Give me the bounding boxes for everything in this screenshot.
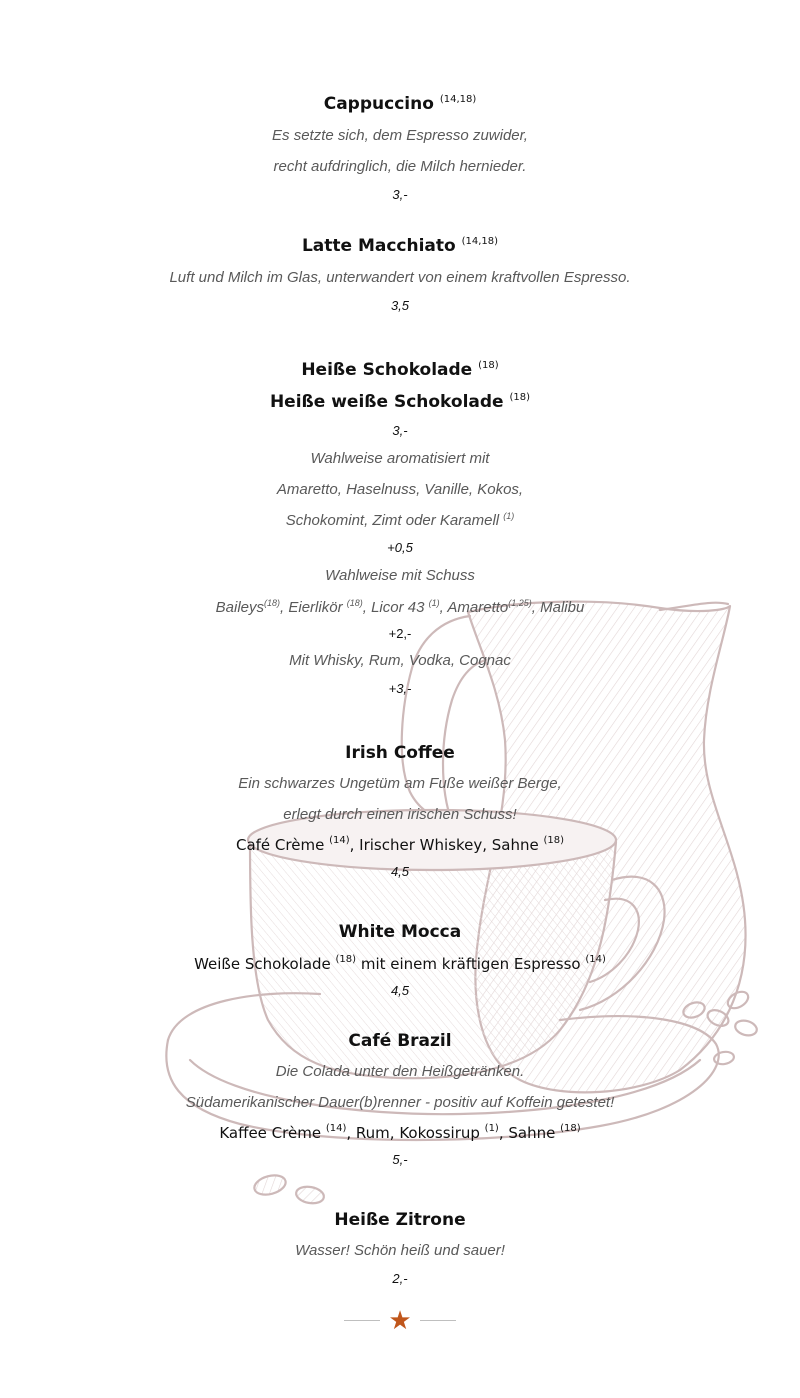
allergen-note: (18) [509, 392, 531, 403]
option-price: +2,- [388, 626, 412, 641]
allergen-note: (18) [478, 360, 499, 371]
allergen-note: (1,25) [508, 598, 532, 608]
item-description: Schokomint, Zimt oder Karamell $^{(1)}$ [285, 511, 515, 529]
item-description: Luft und Milch im Glas, unterwandert von einem kraftvollen Espresso. [169, 269, 631, 286]
item-title-irish-coffee: Irish Coffee [345, 743, 455, 763]
allergen-note: (14,18) [461, 236, 499, 247]
item-description: Wahlweise aromatisiert mit [310, 450, 490, 467]
item-price: 4,5 [390, 983, 410, 998]
option-price: +3,- [388, 681, 412, 696]
allergen-note: (18) [560, 1123, 581, 1134]
allergen-note: (14,18) [439, 94, 477, 105]
allergen-note: (18) [335, 954, 357, 965]
item-description: Wahlweise mit Schuss [325, 567, 475, 584]
item-description: recht aufdringlich, die Milch hernieder. [273, 158, 527, 175]
footer-divider [0, 1306, 800, 1334]
item-price: 3,- [392, 423, 408, 438]
divider-line [420, 1320, 456, 1321]
allergen-note: (1) [484, 1123, 499, 1134]
item-title-cafe-brazil: Café Brazil [348, 1031, 452, 1051]
item-description: Die Colada unter den Heißgetränken. [275, 1063, 525, 1080]
item-title-white-mocca: White Mocca [338, 922, 462, 942]
item-description: Ein schwarzes Ungetüm am Fuße weißer Berge, [238, 775, 562, 792]
allergen-note: (18) [346, 598, 363, 608]
allergen-note: (1) [428, 598, 440, 608]
item-description: Mit Whisky, Rum, Vodka, Cognac [289, 652, 511, 669]
item-price: 4,5 [390, 864, 410, 879]
item-description: Südamerikanischer Dauer(b)renner - positiv auf Koffein getestet! [185, 1094, 615, 1111]
item-price: 3,5 [390, 298, 410, 313]
item-description: Amaretto, Haselnuss, Vanille, Kokos, [276, 481, 524, 498]
item-title-hot-lemon: Heiße Zitrone [334, 1210, 466, 1230]
allergen-note: (14) [585, 954, 606, 965]
item-description: Es setzte sich, dem Espresso zuwider, [272, 127, 528, 144]
star-icon: ★ [388, 1305, 412, 1335]
divider-line [344, 1320, 380, 1321]
item-ingredients: Weiße Schokolade $^{(18)}$ mit einem kräftigen Espresso $^{(14)}$ [194, 954, 606, 973]
item-title-latte-macchiato: Latte Macchiato $^{(14,18)}$ [301, 236, 499, 256]
option-price: +0,5 [387, 540, 413, 555]
item-description: Wasser! Schön heiß und sauer! [295, 1242, 505, 1259]
item-title-hot-white-chocolate: Heiße weiße Schokolade $^{(18)}$ [269, 392, 531, 412]
item-description: erlegt durch einen irischen Schuss! [283, 806, 517, 823]
item-ingredients: Café Crème $^{(14)}$, Irischer Whiskey, Sahne $^{(18)}$ [235, 835, 565, 854]
allergen-note: (1) [503, 511, 515, 521]
item-price: 2,- [392, 1271, 408, 1286]
item-ingredients: Kaffee Crème $^{(14)}$, Rum, Kokossirup $^{(1)}$, Sahne $^{(18)}$ [219, 1123, 581, 1142]
item-price: 3,- [392, 187, 408, 202]
allergen-note: (18) [543, 835, 565, 846]
shot-options: Baileys$^{(18)}$, Eierlikör $^{(18)}$, Licor 43 $^{(1)}$, Amaretto$^{(1,25)}$, Malibu [215, 598, 585, 616]
allergen-note: (14) [325, 1123, 347, 1134]
item-title-hot-chocolate: Heiße Schokolade $^{(18)}$ [301, 360, 499, 380]
item-price: 5,- [392, 1152, 408, 1167]
allergen-note: (14) [329, 835, 350, 846]
item-title-cappuccino: Cappuccino $^{(14,18)}$ [323, 94, 477, 114]
allergen-note: (18) [264, 598, 281, 608]
